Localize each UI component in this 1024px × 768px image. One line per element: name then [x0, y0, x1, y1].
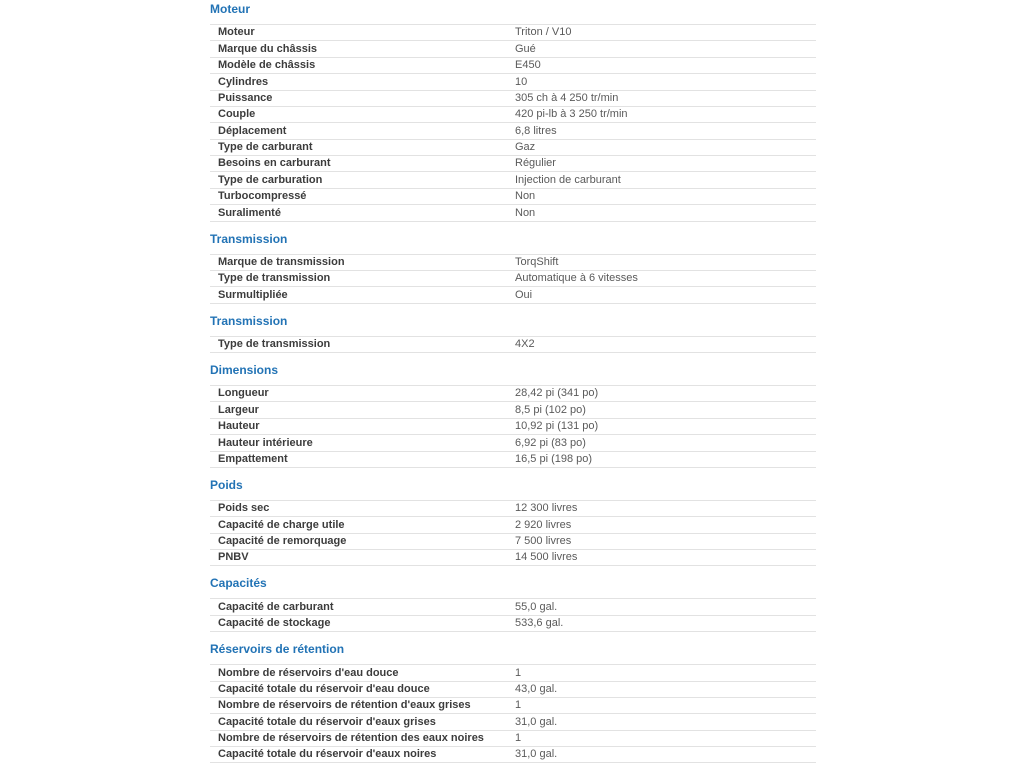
spec-table-body — [210, 336, 816, 352]
spec-row-value: 31,0 gal. — [515, 714, 816, 730]
spec-row-value: Gaz — [515, 139, 816, 155]
spec-row-value: Injection de carburant — [515, 172, 816, 188]
table-row — [210, 697, 816, 713]
section-title: Transmission — [210, 313, 288, 328]
table-row — [210, 336, 816, 352]
spec-row-label: Empattement — [210, 451, 515, 467]
section-title: Transmission — [210, 231, 288, 246]
spec-table-body — [210, 386, 816, 468]
spec-row-label: Type de carburation — [210, 172, 515, 188]
spec-row-value: E450 — [515, 57, 816, 73]
table-row — [210, 205, 816, 221]
table-row — [210, 287, 816, 303]
section-title: Dimensions — [210, 363, 279, 377]
spec-table-body — [210, 665, 816, 763]
spec-row-value: 4X2 — [515, 336, 816, 352]
table-row — [210, 517, 816, 533]
spec-row-label: Besoins en carburant — [210, 156, 515, 172]
spec-row-value: 10 — [515, 74, 816, 90]
spec-row-value: 28,42 pi (341 po) — [515, 386, 816, 402]
table-row — [210, 90, 816, 106]
spec-row-label: PNBV — [210, 550, 515, 566]
table-row — [210, 500, 816, 516]
spec-table — [210, 336, 816, 353]
spec-row-label: Capacité totale du réservoir d'eaux noires — [210, 747, 515, 763]
table-row — [210, 106, 816, 122]
spec-table-body — [210, 25, 816, 222]
spec-row-label: Capacité totale du réservoir d'eau douce — [210, 681, 515, 697]
table-row — [210, 418, 816, 434]
table-row — [210, 730, 816, 746]
spec-row-value: 8,5 pi (102 po) — [515, 402, 816, 418]
spec-row-value: 12 300 livres — [515, 500, 816, 516]
table-row — [210, 665, 816, 681]
spec-row-label: Type de carburant — [210, 139, 515, 155]
spec-row-value: 16,5 pi (198 po) — [515, 451, 816, 467]
spec-row-label: Type de transmission — [210, 336, 515, 352]
spec-row-label: Poids sec — [210, 500, 515, 516]
spec-row-label: Modèle de châssis — [210, 57, 515, 73]
spec-row-value: 2 920 livres — [515, 517, 816, 533]
table-row — [210, 41, 816, 57]
spec-row-label: Capacité de stockage — [210, 615, 515, 631]
spec-row-label: Longueur — [210, 386, 515, 402]
spec-row-label: Type de transmission — [210, 270, 515, 286]
table-row — [210, 451, 816, 467]
spec-row-value: 43,0 gal. — [515, 681, 816, 697]
table-row — [210, 747, 816, 763]
table-row — [210, 25, 816, 41]
spec-row-value: Automatique à 6 vitesses — [515, 270, 816, 286]
spec-row-value: 533,6 gal. — [515, 615, 816, 631]
spec-table-body — [210, 254, 816, 303]
spec-row-label: Nombre de réservoirs de rétention des eaux noires — [210, 730, 515, 746]
spec-row-label: Puissance — [210, 90, 515, 106]
section-title: Réservoirs de rétention — [210, 642, 345, 657]
spec-row-label: Turbocompressé — [210, 188, 515, 204]
table-row — [210, 156, 816, 172]
vehicle-spec-sheet — [210, 0, 816, 763]
table-row — [210, 74, 816, 90]
spec-section — [210, 576, 816, 632]
spec-row-value: Régulier — [515, 156, 816, 172]
spec-row-label: Cylindres — [210, 74, 515, 90]
table-row — [210, 270, 816, 286]
spec-row-value: Triton / V10 — [515, 25, 816, 41]
table-row — [210, 615, 816, 631]
table-row — [210, 57, 816, 73]
spec-section — [210, 2, 816, 222]
section-title: Moteur — [210, 2, 250, 16]
spec-row-value: 1 — [515, 730, 816, 746]
spec-row-label: Nombre de réservoirs d'eau douce — [210, 665, 515, 681]
spec-table-body — [210, 500, 816, 566]
table-row — [210, 714, 816, 730]
table-row — [210, 599, 816, 615]
spec-section — [210, 642, 816, 763]
spec-table — [210, 598, 816, 632]
spec-section — [210, 363, 816, 468]
table-row — [210, 139, 816, 155]
spec-row-value: 31,0 gal. — [515, 747, 816, 763]
spec-row-label: Capacité de remorquage — [210, 533, 515, 549]
table-row — [210, 386, 816, 402]
spec-row-label: Nombre de réservoirs de rétention d'eaux grises — [210, 697, 515, 713]
spec-table — [210, 500, 816, 567]
spec-row-label: Moteur — [210, 25, 515, 41]
spec-table — [210, 24, 816, 222]
spec-row-label: Capacité de charge utile — [210, 517, 515, 533]
table-row — [210, 435, 816, 451]
spec-row-value: Non — [515, 188, 816, 204]
spec-table — [210, 254, 816, 304]
spec-row-value: Non — [515, 205, 816, 221]
spec-row-value: TorqShift — [515, 254, 816, 270]
table-row — [210, 681, 816, 697]
spec-row-value: 14 500 livres — [515, 550, 816, 566]
table-row — [210, 123, 816, 139]
spec-table-body — [210, 599, 816, 632]
spec-row-value: 10,92 pi (131 po) — [515, 418, 816, 434]
table-row — [210, 402, 816, 418]
spec-row-label: Marque de transmission — [210, 254, 515, 270]
spec-row-value: 6,8 litres — [515, 123, 816, 139]
spec-row-value: 1 — [515, 697, 816, 713]
spec-section — [210, 232, 816, 304]
spec-row-value: 6,92 pi (83 po) — [515, 435, 816, 451]
spec-row-value: 1 — [515, 665, 816, 681]
table-row — [210, 550, 816, 566]
spec-row-value: 55,0 gal. — [515, 599, 816, 615]
spec-table — [210, 664, 816, 763]
spec-row-label: Suralimenté — [210, 205, 515, 221]
section-title: Capacités — [210, 576, 267, 591]
spec-row-label: Capacité totale du réservoir d'eaux grises — [210, 714, 515, 730]
spec-section — [210, 314, 816, 353]
spec-row-label: Hauteur — [210, 418, 515, 434]
table-row — [210, 533, 816, 549]
spec-row-label: Capacité de carburant — [210, 599, 515, 615]
section-title: Poids — [210, 477, 243, 492]
spec-row-value: 7 500 livres — [515, 533, 816, 549]
table-row — [210, 254, 816, 270]
table-row — [210, 172, 816, 188]
spec-table — [210, 385, 816, 468]
spec-row-value: 305 ch à 4 250 tr/min — [515, 90, 816, 106]
spec-section — [210, 478, 816, 567]
spec-row-label: Marque du châssis — [210, 41, 515, 57]
spec-row-label: Largeur — [210, 402, 515, 418]
table-row — [210, 188, 816, 204]
spec-row-value: Oui — [515, 287, 816, 303]
spec-row-label: Couple — [210, 106, 515, 122]
spec-row-label: Déplacement — [210, 123, 515, 139]
spec-row-label: Hauteur intérieure — [210, 435, 515, 451]
spec-row-label: Surmultipliée — [210, 287, 515, 303]
spec-row-value: Gué — [515, 41, 816, 57]
spec-row-value: 420 pi-lb à 3 250 tr/min — [515, 106, 816, 122]
